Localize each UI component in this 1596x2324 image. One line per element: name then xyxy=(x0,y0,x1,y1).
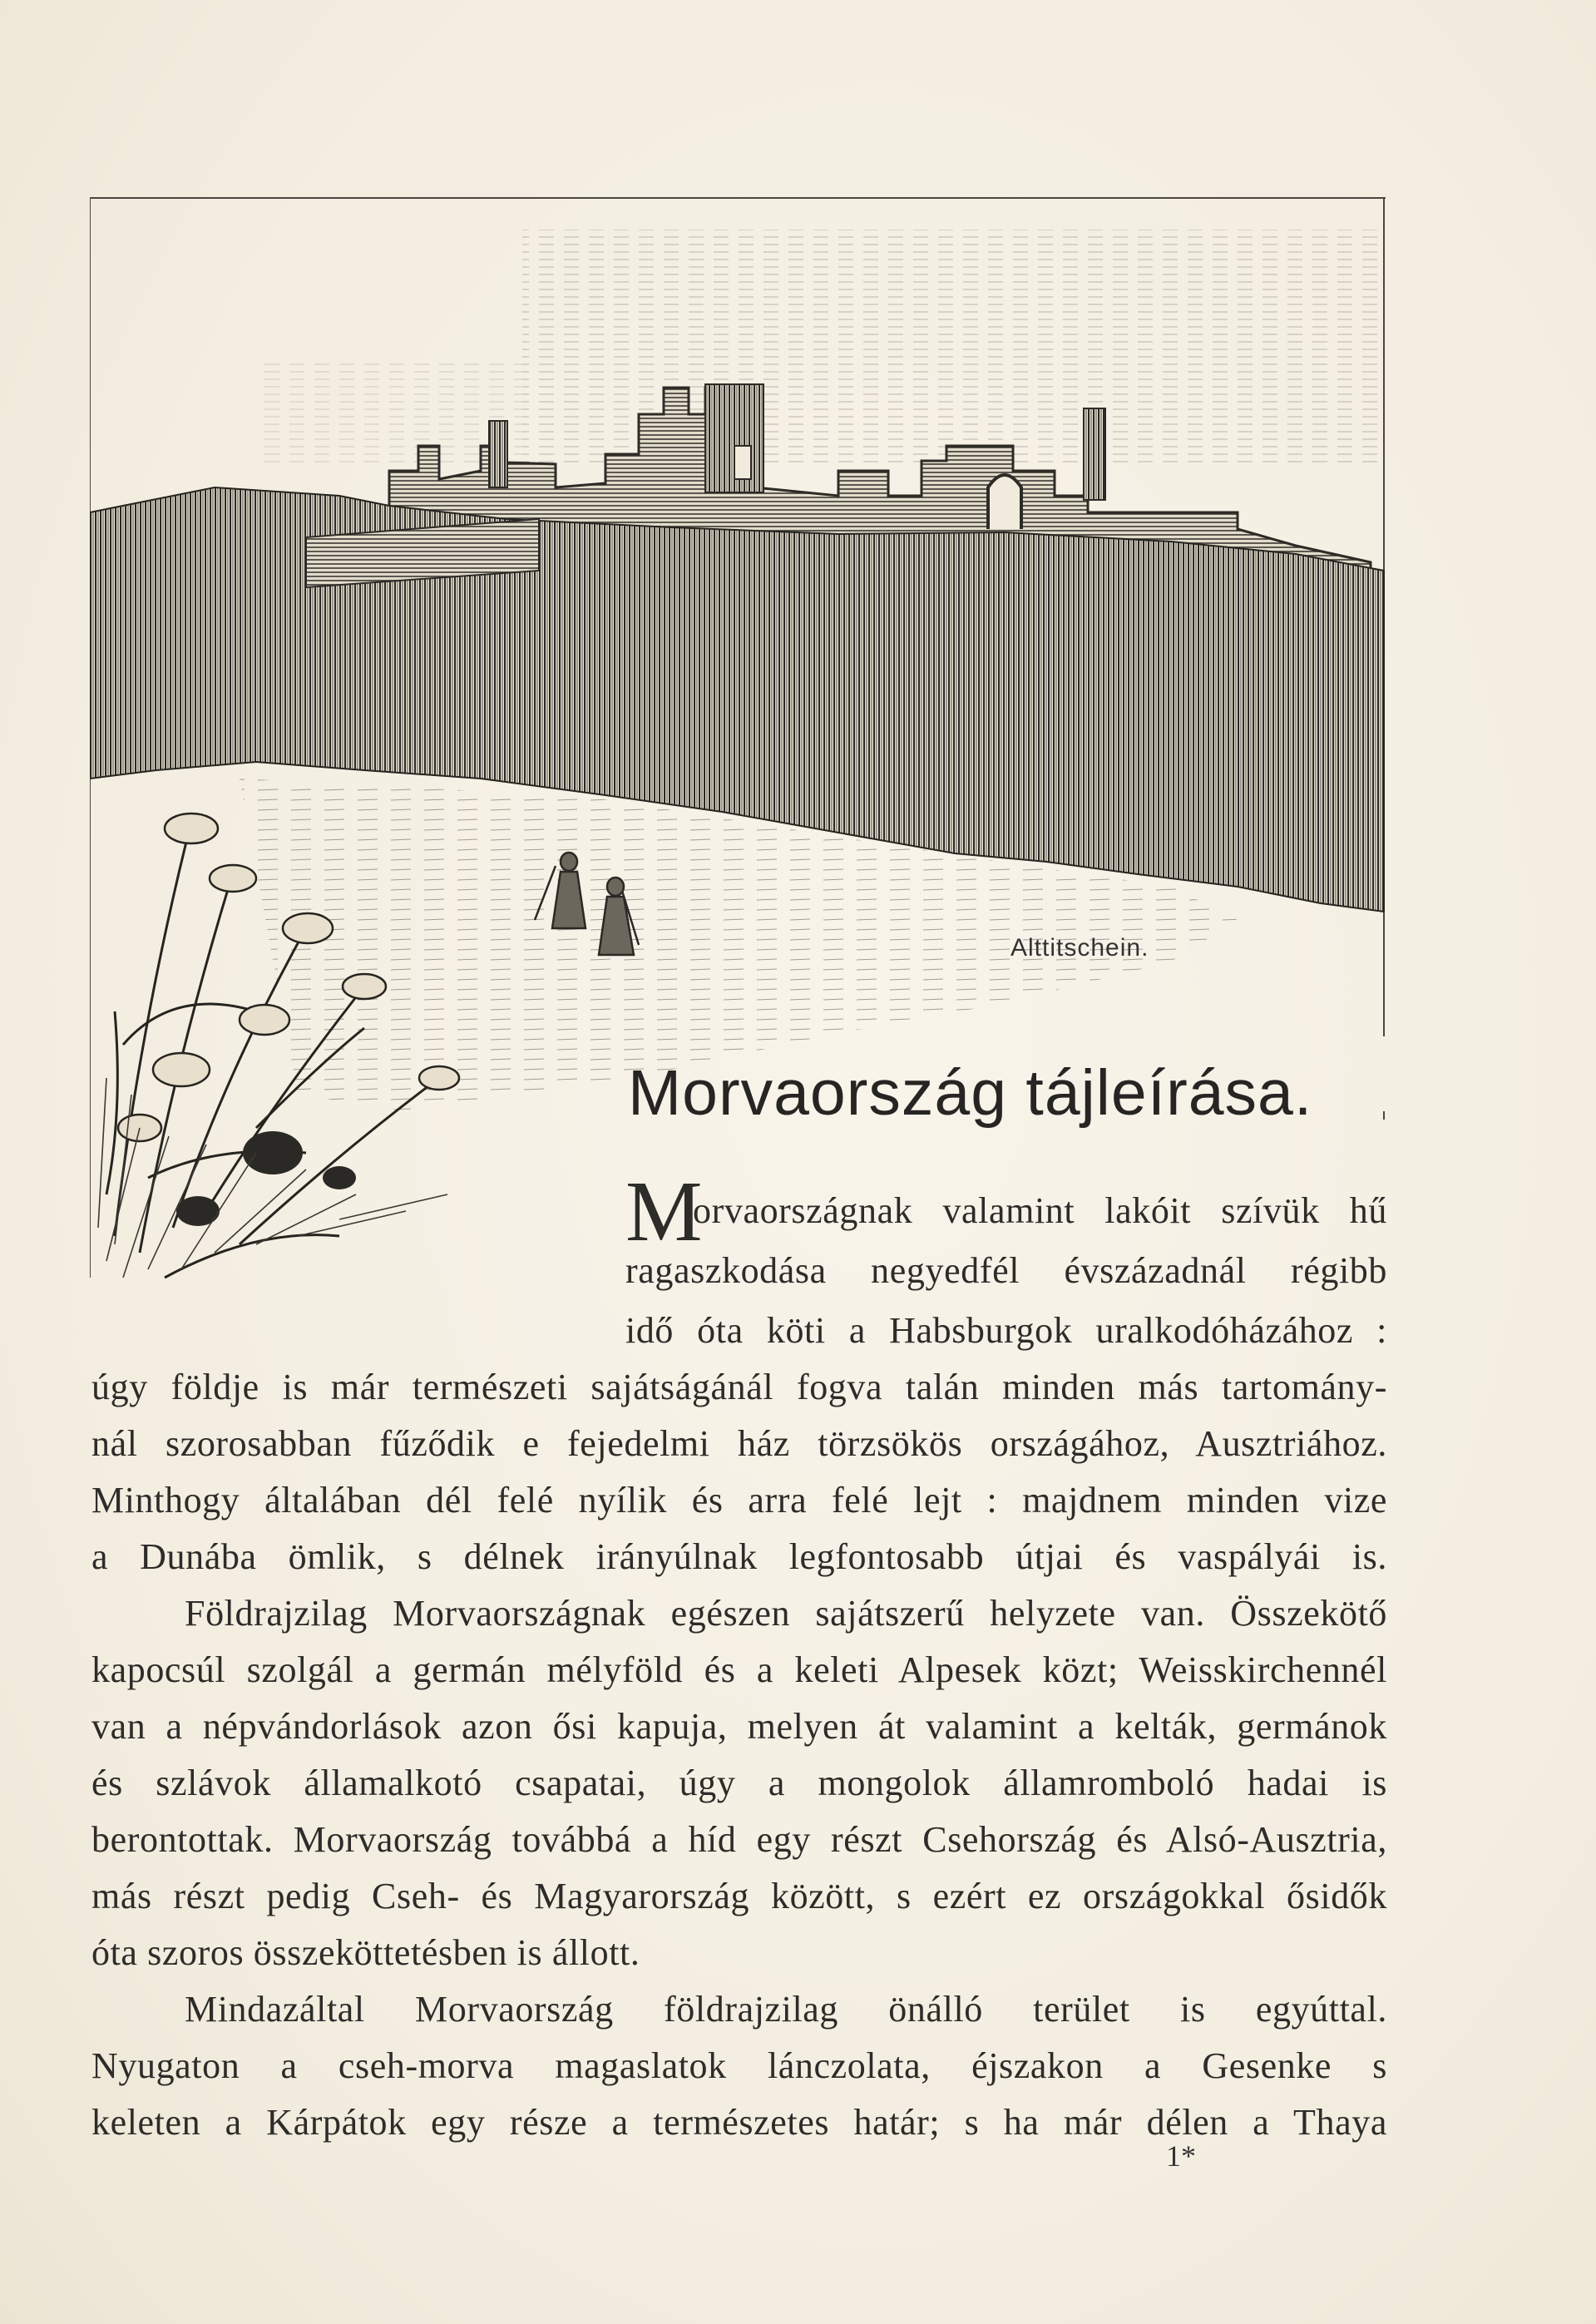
body-line: idő óta köti a Habsburgok uralkodóházához : xyxy=(625,1310,1387,1351)
body-line: óta szoros összeköttetésben is állott. xyxy=(91,1932,640,1973)
body-line: és szlávok államalkotó csapatai, úgy a mongolok államromboló hadai is xyxy=(91,1763,1387,1803)
body-line: van a népvándorlások azon ősi kapuja, melyen át valamint a kelták, germánok xyxy=(91,1706,1387,1747)
chapter-heading: Morvaország tájleírása. xyxy=(628,1057,1313,1129)
body-line: a Dunába ömlik, s délnek irányúlnak legfontosabb útjai és vaspályái is. xyxy=(91,1536,1387,1577)
body-line: nál szorosabban fűződik e fejedelmi ház törzsökös országához, Ausztriához. xyxy=(91,1423,1387,1464)
body-line: Földrajzilag Morvaországnak egészen sajátszerű helyzete van. Összekötő xyxy=(185,1593,1387,1634)
castle-ruin-engraving xyxy=(90,196,1386,1361)
body-line: keleten a Kárpátok egy része a természetes határ; s ha már délen a Thaya xyxy=(91,2102,1387,2143)
body-line: Minthogy általában dél felé nyílik és arra felé lejt : majdnem minden vize xyxy=(91,1480,1387,1520)
body-line: ragaszkodása negyedfél évszázadnál régibb xyxy=(625,1250,1387,1291)
body-line: Nyugaton a cseh-morva magaslatok lánczolata, éjszakon a Gesenke s xyxy=(91,2045,1387,2086)
body-line: úgy földje is már természeti sajátságánál fogva talán minden más tartomány- xyxy=(91,1367,1387,1407)
body-line: berontottak. Morvaország továbbá a híd egy részt Csehország és Alsó-Ausztria, xyxy=(91,1819,1387,1860)
page-number: 1* xyxy=(1166,2139,1196,2173)
body-line: orvaországnak valamint lakóit szívük hű xyxy=(693,1190,1387,1231)
illustration-caption: Alttitschein. xyxy=(1010,934,1149,962)
body-line: más részt pedig Cseh- és Magyarország között, s ezért ez országokkal ősidők xyxy=(91,1876,1387,1916)
body-line: kapocsúl szolgál a germán mélyföld és a keleti Alpesek közt; Weisskirchennél xyxy=(91,1649,1387,1690)
drop-cap: M xyxy=(625,1164,703,1259)
body-line: Mindazáltal Morvaország földrajzilag önálló terület is egyúttal. xyxy=(185,1989,1387,2030)
